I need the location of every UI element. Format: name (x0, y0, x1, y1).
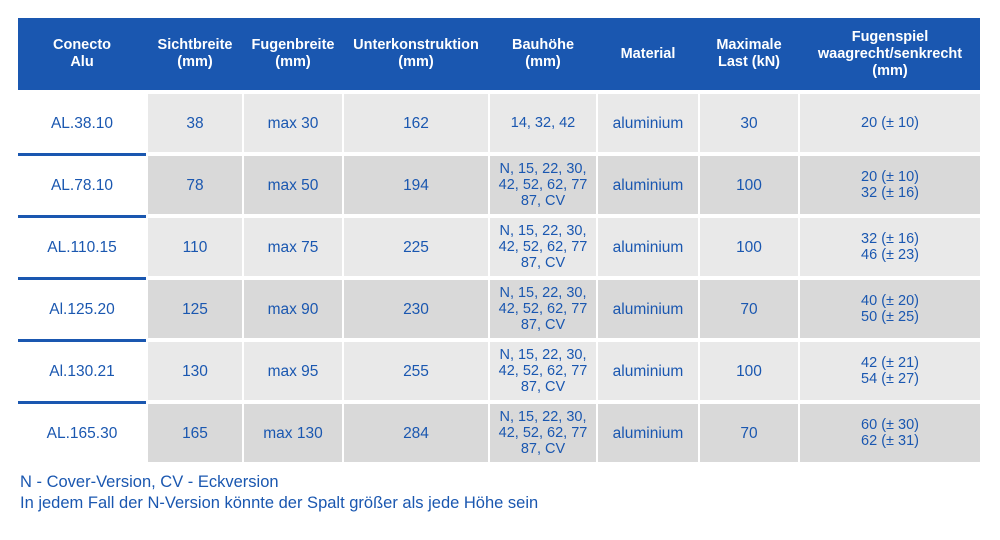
cell-unterkonstruktion: 255 (344, 342, 488, 400)
table-row (18, 280, 980, 338)
cell-material: aluminium (598, 404, 698, 462)
cell-bauhoehe: N, 15, 22, 30, 42, 52, 62, 77 87, CV (490, 404, 596, 462)
cell-fugenspiel: 42 (± 21) 54 (± 27) (800, 342, 980, 400)
cell-unterkonstruktion: 162 (344, 94, 488, 152)
cell-material: aluminium (598, 94, 698, 152)
cell-sichtbreite: 110 (148, 218, 242, 276)
header-cell-fugenbreite: Fugenbreite (mm) (251, 37, 335, 70)
header-cell-fugenspiel: Fugenspiel waagrecht/senkrecht (mm) (817, 28, 963, 79)
cell-sichtbreite: 125 (148, 280, 242, 338)
header-cell-model: Conecto Alu (53, 37, 111, 70)
header-cell-material: Material (620, 45, 676, 62)
footnotes (20, 472, 538, 514)
cell-fugenspiel: 20 (± 10) (800, 94, 980, 152)
footnote-n-version: In jedem Fall der N-Version könnte der Spalt größer als jede Höhe sein (20, 494, 539, 512)
table-row (18, 342, 980, 400)
cell-unterkonstruktion: 284 (344, 404, 488, 462)
table-row (18, 404, 980, 462)
table-row (18, 218, 980, 276)
cell-last: 70 (700, 404, 798, 462)
cell-fugenspiel: 20 (± 10) 32 (± 16) (800, 156, 980, 214)
cell-model: AL.110.15 (18, 218, 146, 276)
cell-last: 100 (700, 342, 798, 400)
cell-sichtbreite: 130 (148, 342, 242, 400)
table-row (18, 94, 980, 152)
cell-unterkonstruktion: 225 (344, 218, 488, 276)
cell-last: 70 (700, 280, 798, 338)
header-cell-bauhoehe: Bauhöhe (mm) (511, 37, 575, 70)
cell-unterkonstruktion: 230 (344, 280, 488, 338)
header-cell-sichtbreite: Sichtbreite (mm) (157, 37, 233, 70)
cell-material: aluminium (598, 218, 698, 276)
cell-fugenbreite: max 50 (244, 156, 342, 214)
cell-material: aluminium (598, 280, 698, 338)
cell-bauhoehe: N, 15, 22, 30, 42, 52, 62, 77 87, CV (490, 218, 596, 276)
cell-sichtbreite: 38 (148, 94, 242, 152)
cell-sichtbreite: 78 (148, 156, 242, 214)
cell-bauhoehe: N, 15, 22, 30, 42, 52, 62, 77 87, CV (490, 342, 596, 400)
table-row (18, 156, 980, 214)
cell-unterkonstruktion: 194 (344, 156, 488, 214)
cell-fugenbreite: max 130 (244, 404, 342, 462)
cell-model: AL.78.10 (18, 156, 146, 214)
cell-fugenbreite: max 30 (244, 94, 342, 152)
cell-last: 100 (700, 218, 798, 276)
cell-model: AL.38.10 (18, 94, 146, 152)
cell-fugenbreite: max 95 (244, 342, 342, 400)
cell-fugenspiel: 40 (± 20) 50 (± 25) (800, 280, 980, 338)
cell-bauhoehe: N, 15, 22, 30, 42, 52, 62, 77 87, CV (490, 156, 596, 214)
header-cell-last: Maximale Last (kN) (716, 37, 782, 70)
cell-fugenspiel: 60 (± 30) 62 (± 31) (800, 404, 980, 462)
cell-last: 30 (700, 94, 798, 152)
cell-material: aluminium (598, 156, 698, 214)
cell-fugenbreite: max 75 (244, 218, 342, 276)
cell-bauhoehe: 14, 32, 42 (490, 94, 596, 152)
cell-sichtbreite: 165 (148, 404, 242, 462)
cell-model: AL.165.30 (18, 404, 146, 462)
cell-fugenspiel: 32 (± 16) 46 (± 23) (800, 218, 980, 276)
cell-last: 100 (700, 156, 798, 214)
cell-fugenbreite: max 90 (244, 280, 342, 338)
cell-bauhoehe: N, 15, 22, 30, 42, 52, 62, 77 87, CV (490, 280, 596, 338)
footnote-versions: N - Cover-Version, CV - Eckversion (20, 473, 279, 491)
header-cell-unterkonstruktion: Unterkonstruktion (mm) (353, 37, 479, 70)
cell-material: aluminium (598, 342, 698, 400)
cell-model: Al.125.20 (18, 280, 146, 338)
table-header (18, 18, 980, 90)
cell-model: Al.130.21 (18, 342, 146, 400)
